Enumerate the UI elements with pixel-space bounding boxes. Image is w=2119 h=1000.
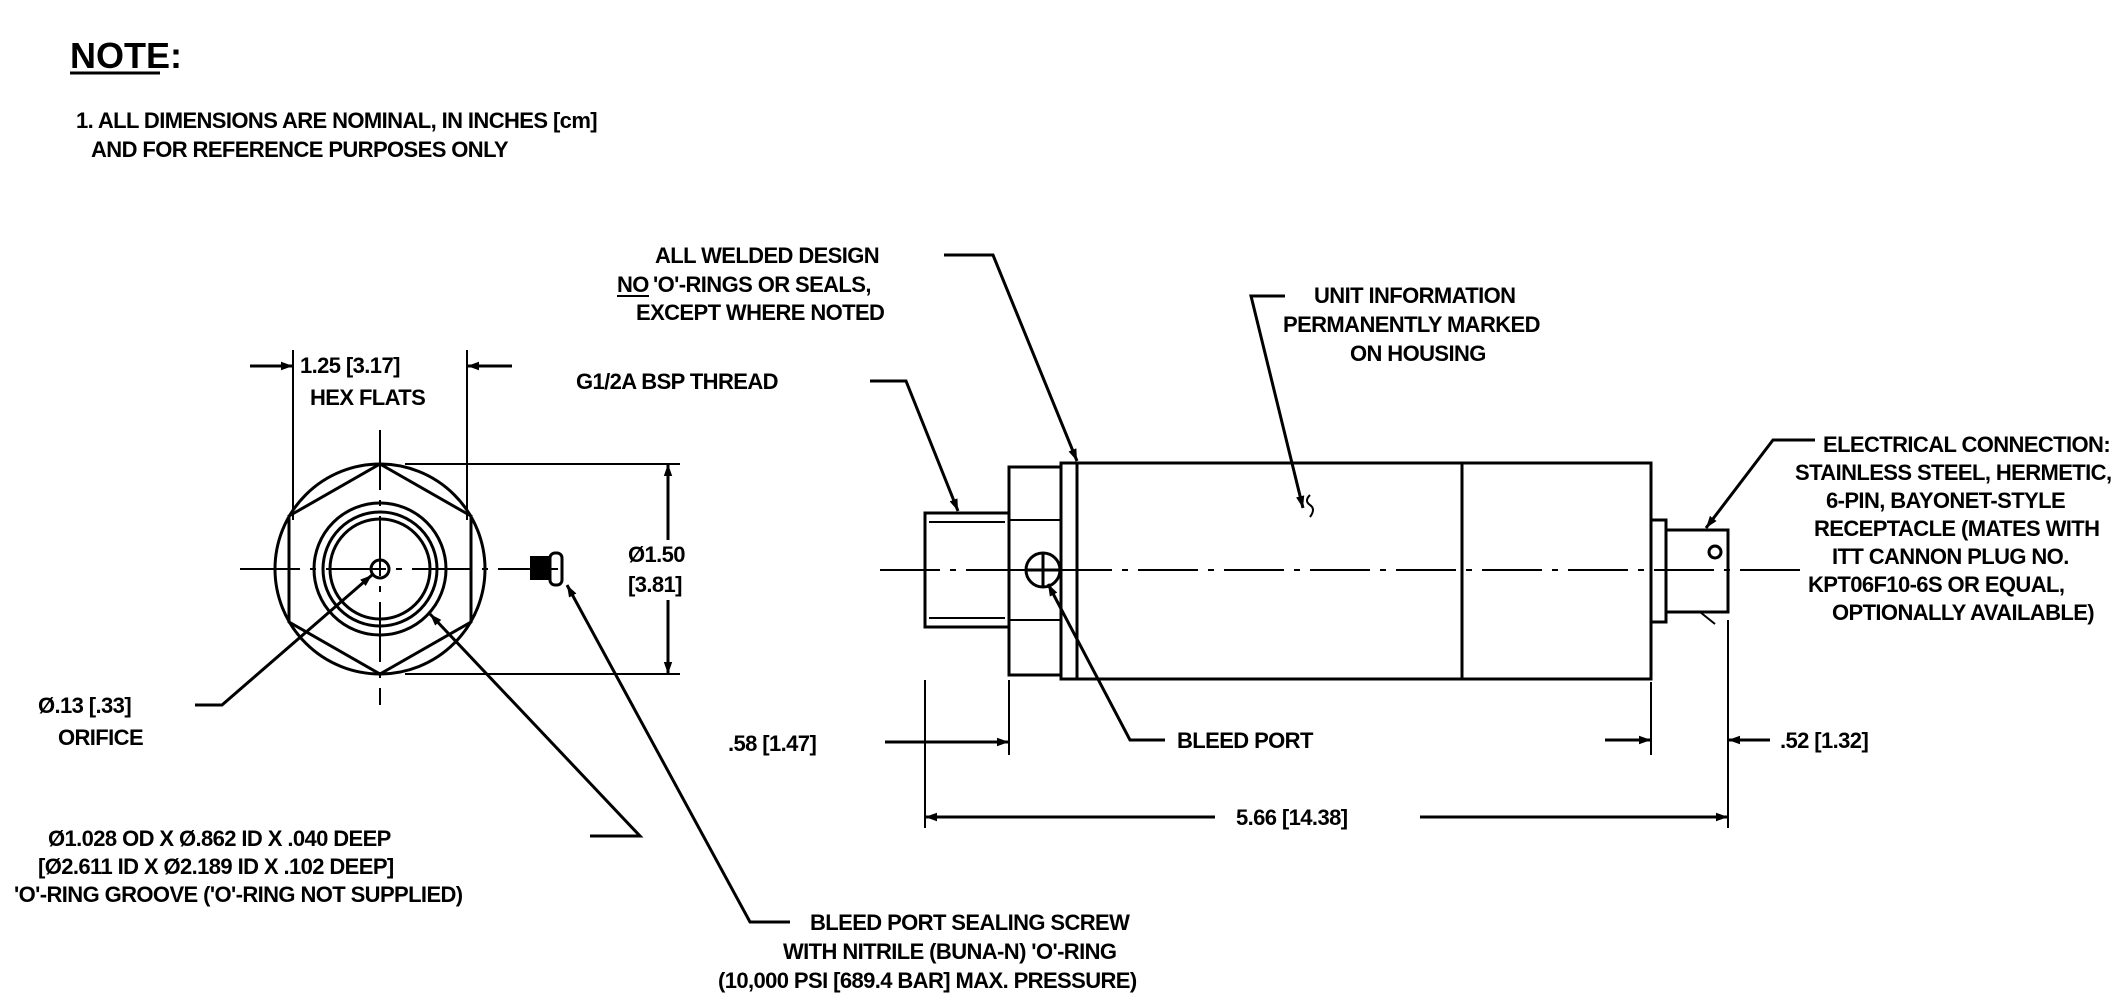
unit-info-line-1: UNIT INFORMATION: [1314, 283, 1516, 308]
thread-label: G1/2A BSP THREAD: [576, 369, 778, 394]
electrical-line-2: STAINLESS STEEL, HERMETIC,: [1795, 460, 2112, 485]
thread-length-dim: .58 [1.47]: [728, 731, 817, 756]
diameter-dim: Ø1.50: [628, 542, 685, 567]
welded-leader: [944, 255, 1077, 461]
electrical-line-3: 6-PIN, BAYONET-STYLE: [1826, 488, 2066, 513]
sealing-screw-line-1: BLEED PORT SEALING SCREW: [810, 910, 1130, 935]
electrical-line-4: RECEPTACLE (MATES WITH: [1814, 516, 2100, 541]
diameter-dim-cm: [3.81]: [628, 572, 682, 597]
overall-length-dim: 5.66 [14.38]: [1236, 805, 1348, 830]
electrical-line-7: OPTIONALLY AVAILABLE): [1832, 600, 2095, 625]
note-line-1: 1. ALL DIMENSIONS ARE NOMINAL, IN INCHES [cm]: [76, 108, 598, 133]
groove-leader: [430, 614, 640, 836]
bleed-port-icon: [1026, 553, 1060, 587]
welded-line-3: EXCEPT WHERE NOTED: [636, 300, 885, 325]
connector-tab: [1700, 612, 1715, 624]
orifice-leader: [195, 575, 372, 705]
note-line-2: AND FOR REFERENCE PURPOSES ONLY: [91, 137, 508, 162]
electrical-line-1: ELECTRICAL CONNECTION:: [1823, 432, 2111, 457]
marking-squiggle: [1307, 495, 1313, 517]
welded-line-2: 'O'-RINGS OR SEALS,: [653, 272, 871, 297]
welded-no: NO: [617, 272, 649, 297]
sealing-screw-line-2: WITH NITRILE (BUNA-N) 'O'-RING: [783, 939, 1117, 964]
electrical-line-5: ITT CANNON PLUG NO.: [1832, 544, 2069, 569]
electrical-line-6: KPT06F10-6S OR EQUAL,: [1808, 572, 2065, 597]
connector-key-icon: [1709, 546, 1721, 558]
bleed-port-leader: [1048, 584, 1165, 740]
orifice-label: ORIFICE: [58, 725, 144, 750]
thread-leader: [870, 381, 958, 511]
side-view: [576, 243, 2111, 830]
groove-line-1: Ø1.028 OD X Ø.862 ID X .040 DEEP: [48, 826, 391, 851]
groove-line-2: [Ø2.611 ID X Ø2.189 ID X .102 DEEP]: [38, 854, 394, 879]
hex-flats-dim: 1.25 [3.17]: [300, 353, 400, 378]
orifice-dim: Ø.13 [.33]: [38, 693, 132, 718]
sealing-screw-line-3: (10,000 PSI [689.4 BAR] MAX. PRESSURE): [718, 968, 1137, 993]
hex-flats-label: HEX FLATS: [310, 385, 426, 410]
bleed-port-label: BLEED PORT: [1177, 728, 1313, 753]
note-block: [70, 35, 597, 162]
unit-info-line-3: ON HOUSING: [1350, 341, 1486, 366]
groove-line-3: 'O'-RING GROOVE ('O'-RING NOT SUPPLIED): [14, 882, 463, 907]
connector-length-dim: .52 [1.32]: [1780, 728, 1869, 753]
end-view: [14, 350, 1137, 993]
welded-line-1: ALL WELDED DESIGN: [655, 243, 880, 268]
unit-info-line-2: PERMANENTLY MARKED: [1283, 312, 1540, 337]
note-title: NOTE:: [70, 35, 182, 76]
